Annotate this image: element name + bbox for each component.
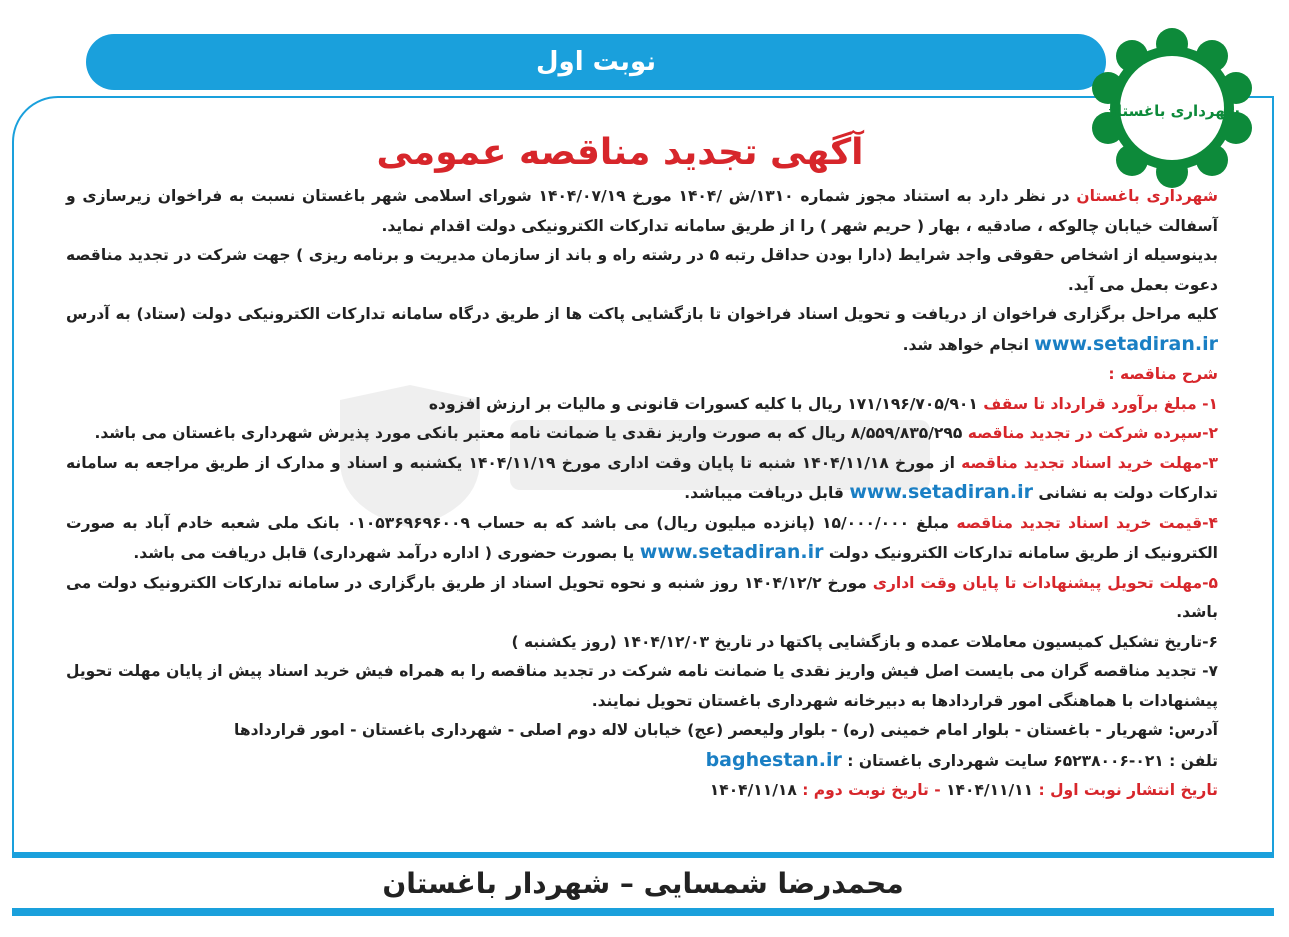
list-item <box>66 449 1218 509</box>
item-suffix: قابل دریافت میباشد. <box>684 484 850 502</box>
item-label: ۵-مهلت تحویل پیشنهادات تا پایان وقت اداری <box>872 573 1219 592</box>
municipality-logo <box>1088 24 1256 192</box>
phone-line <box>66 746 1218 777</box>
list-item <box>66 390 1218 420</box>
signature-text: محمدرضا شمسایی – شهردار باغستان <box>382 866 904 900</box>
edition-label: نوبت اول <box>535 47 657 77</box>
item-text: مورخ ۱۴۰۴/۱۲/۲ روز شنبه و نحوه تحویل اسناد از طریق بارگزاری در سامانه تدارکات الکترونیک دولت می باشد. <box>66 573 1218 621</box>
stages-text: کلیه مراحل برگزاری فراخوان از دریافت و تحویل اسناد فراخوان تا بازگشایی پاکت ها از طریق درگاه سامانه تدارکات الکترونیکی دولت (ستاد) به آدرس <box>66 305 1218 323</box>
setadiran-link[interactable]: www.setadiran.ir <box>1034 332 1218 355</box>
setadiran-link[interactable]: www.setadiran.ir <box>639 541 824 563</box>
intro-lead: شهرداری باغستان <box>1076 187 1218 205</box>
signature-band <box>12 852 1274 914</box>
section-header: شرح مناقصه : <box>1108 365 1218 383</box>
signature-box <box>12 858 1274 908</box>
item-label: ۲-سپرده شرکت در تجدید مناقصه <box>967 424 1218 442</box>
item-label: ۴-قیمت خرید اسناد تجدید مناقصه <box>956 513 1218 532</box>
notice-body <box>66 182 1218 806</box>
phone-text: تلفن : ۰۲۱-۶۵۲۳۸۰۰۶ سایت شهرداری باغستان : <box>841 751 1218 770</box>
invite-paragraph: بدینوسیله از اشخاص حقوقی واجد شرایط (دارا بودن حداقل رتبه ۵ در رشته راه و باند از سازمان مدیریت و برنامه ریزی ) جهت شرکت در تجدید مناقصه دعوت بعمل می آید. <box>66 246 1218 294</box>
item-text: ۱۷۱/۱۹۶/۷۰۵/۹۰۱ ریال با کلیه کسورات قانونی و مالیات بر ارزش افزوده <box>428 394 984 413</box>
publish-first-date: ۱۴۰۴/۱۱/۱۱ <box>946 781 1039 799</box>
item-label: ۳-مهلت خرید اسناد تجدید مناقصه <box>961 453 1218 472</box>
list-item: ۷- تجدید مناقصه گران می بایست اصل فیش واریز نقدی یا ضمانت نامه شرکت در تجدید مناقصه را به همراه فیش خرید اسناد پیش از پایان مهلت تحویل پیشنهادات با هماهنگی امور قراردادها به دبیرخانه شهرداری باغستان تحویل نمایند. <box>66 662 1218 710</box>
list-item <box>66 509 1218 569</box>
address-line: آدرس: شهریار - باغستان - بلوار امام خمینی (ره) - بلوار ولیعصر (عج) خیابان لاله دوم اصلی - شهرداری باغستان - امور قراردادها <box>234 721 1218 739</box>
setadiran-link[interactable]: www.setadiran.ir <box>849 481 1034 503</box>
stages-paragraph <box>66 300 1218 360</box>
baghestan-link[interactable]: baghestan.ir <box>705 748 842 771</box>
publish-label-second: - تاریخ نوبت دوم : <box>802 781 947 799</box>
intro-paragraph <box>66 182 1218 241</box>
notice-title: آگهی تجدید مناقصه عمومی <box>376 132 864 173</box>
item-suffix: یا بصورت حضوری ( اداره درآمد شهرداری) قابل دریافت می باشد. <box>133 544 640 562</box>
publish-dates <box>66 776 1218 806</box>
logo-text: شهرداری باغستان <box>1104 102 1240 120</box>
list-item <box>66 569 1218 628</box>
item-text: مبلغ ۱۵/۰۰۰/۰۰۰ (پانزده میلیون ریال) می باشد که به حساب ۰۱۰۵۳۶۹۶۹۶۰۰۹ بانک ملی شعبه خادم آباد به صورت الکترونیک از طریق سامانه تدارکات الکترونیک دولت <box>66 513 1218 562</box>
stages-suffix: انجام خواهد شد. <box>902 335 1035 354</box>
intro-rest: در نظر دارد به استناد مجوز شماره ۱۳۱۰/ش /۱۴۰۴ مورخ ۱۴۰۴/۰۷/۱۹ شورای اسلامی شهر باغستان نسبت به فراخوان زیرسازی و آسفالت خیابان چالوکه ، صادقیه ، بهار ( حریم شهر ) را از طریق سامانه تدارکات الکترونیکی دولت اقدام نماید. <box>66 187 1218 235</box>
item-text: از مورخ ۱۴۰۴/۱۱/۱۸ شنبه تا پایان وقت اداری مورخ ۱۴۰۴/۱۱/۱۹ یکشنبه و اسناد و مدارک از طریق مراجعه به سامانه تدارکات دولت به نشانی <box>66 453 1218 502</box>
list-item: ۶-تاریخ تشکیل کمیسیون معاملات عمده و بازگشایی پاکتها در تاریخ ۱۴۰۴/۱۲/۰۳ (روز یکشنبه ) <box>511 632 1218 651</box>
item-label: ۱- مبلغ برآورد قرارداد تا سقف <box>983 394 1218 413</box>
edition-banner <box>86 34 1106 90</box>
list-item <box>66 419 1218 449</box>
item-text: ۸/۵۵۹/۸۳۵/۲۹۵ ریال که به صورت واریز نقدی یا ضمانت نامه معتبر بانکی مورد پذیرش شهرداری باغستان می باشد. <box>94 424 968 442</box>
publish-second-date: ۱۴۰۴/۱۱/۱۸ <box>709 781 803 799</box>
publish-label: تاریخ انتشار نوبت اول : <box>1038 781 1218 799</box>
